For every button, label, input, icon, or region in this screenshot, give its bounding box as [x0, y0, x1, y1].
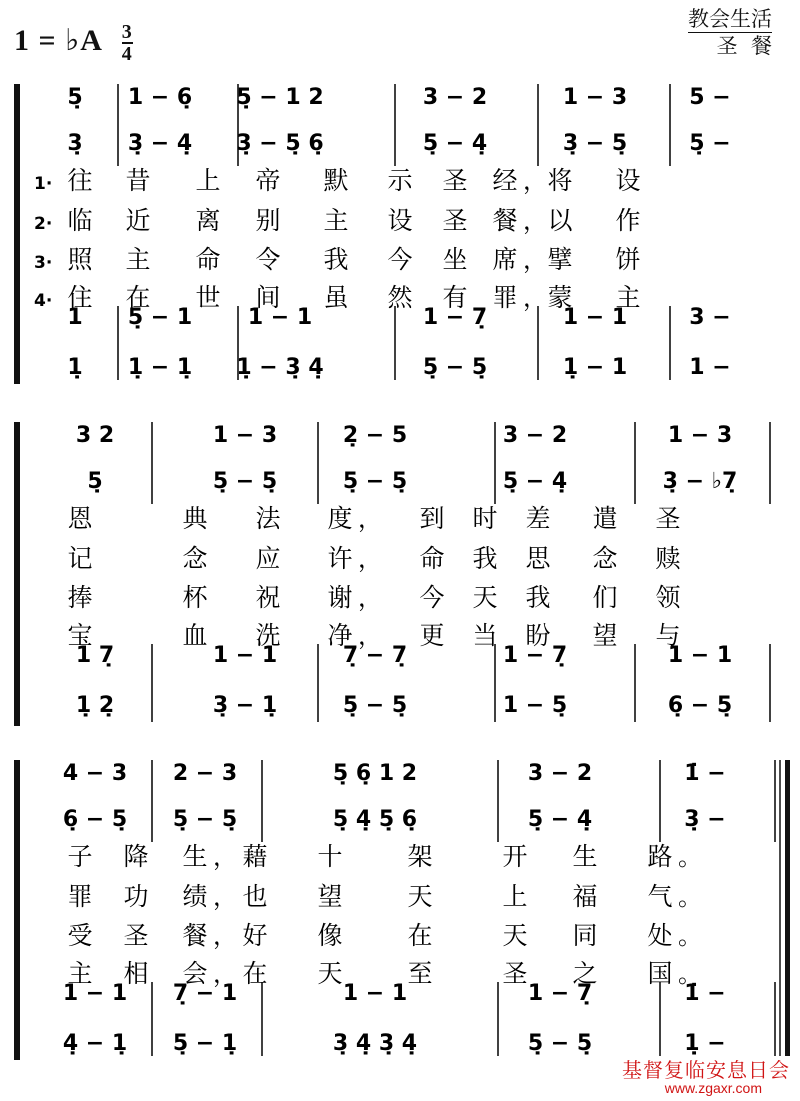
- note-measure: 5̣ −: [689, 131, 731, 156]
- lyric-char: 今: [419, 583, 445, 612]
- lyric-char: 思: [525, 544, 551, 573]
- note-measure: 1 − 7̣: [422, 305, 488, 330]
- system-brace: [14, 422, 20, 726]
- lyric-char: 捧: [67, 583, 93, 612]
- note-measure: 7̣ − 7̣: [342, 643, 408, 668]
- note-measure: 3 −: [689, 305, 731, 330]
- lyric-punctuation: ，: [213, 883, 237, 911]
- note-measure: 5̣ − 1 2: [236, 85, 324, 110]
- lyric-char: 擘: [547, 245, 573, 274]
- lyric-char: 别: [255, 206, 281, 235]
- lyric-char: 子: [67, 842, 93, 871]
- lyric-char: 赎: [655, 544, 681, 573]
- lyric-char: 更: [419, 621, 445, 650]
- note-measure: 6̣ − 5̣: [62, 807, 128, 832]
- lyric-char: 圣: [442, 206, 468, 235]
- lyric-char: 圣: [123, 921, 149, 950]
- lyric-char: 蒙: [547, 283, 573, 312]
- lyric-char: 设: [615, 166, 641, 195]
- lyric-char: 主: [67, 959, 93, 988]
- lyric-char: 绩: [182, 882, 208, 911]
- score-staff-2: [0, 422, 800, 726]
- lyric-char: 临: [67, 206, 93, 235]
- verse-number: 3·: [34, 253, 53, 273]
- lyric-punctuation: ，: [213, 922, 237, 950]
- lyric-punctuation: ，: [523, 167, 547, 195]
- lyric-char: 天: [472, 583, 498, 612]
- lyric-char: 应: [255, 544, 281, 573]
- lyric-char: 架: [407, 842, 433, 871]
- note-measure: 1̣ − 1: [562, 355, 628, 380]
- lyric-char: 在: [407, 921, 433, 950]
- lyric-char: 上: [195, 166, 221, 195]
- lyric-punctuation: 。: [678, 843, 702, 871]
- lyric-char: 默: [323, 166, 349, 195]
- lyric-char: 气: [647, 882, 673, 911]
- lyric-char: 我: [525, 583, 551, 612]
- score-system-3: [0, 760, 800, 1060]
- note-measure: 1̣: [67, 355, 83, 380]
- lyric-char: 相: [123, 959, 149, 988]
- note-measure: 5̣ − 5̣: [172, 807, 238, 832]
- lyric-char: 洗: [255, 621, 281, 650]
- lyric-char: 望: [317, 882, 343, 911]
- lyric-char: 藉: [242, 842, 268, 871]
- system-brace: [14, 84, 20, 384]
- lyric-char: 在: [242, 959, 268, 988]
- note-measure: 1 − 6̣: [127, 85, 193, 110]
- note-measure: 1: [67, 305, 83, 330]
- lyric-punctuation: ，: [523, 284, 547, 312]
- lyric-char: 离: [195, 206, 221, 235]
- lyric-char: 经: [492, 166, 518, 195]
- note-measure: 1̇ −: [684, 981, 726, 1006]
- lyric-char: 与: [655, 621, 681, 650]
- lyric-char: 福: [572, 882, 598, 911]
- note-measure: 3̣ − ♭7̣: [662, 469, 738, 494]
- score-system-2: [0, 422, 800, 726]
- note-measure: 5̣ − 4̣: [422, 131, 488, 156]
- lyric-char: 餐: [182, 921, 208, 950]
- note-measure: 1 − 1: [212, 643, 278, 668]
- lyric-char: 当: [472, 621, 498, 650]
- lyric-char: 会: [182, 959, 208, 988]
- note-measure: 1 − 1: [667, 643, 733, 668]
- lyric-char: 法: [255, 504, 281, 533]
- note-measure: 5̣: [67, 85, 83, 110]
- note-measure: 3 − 2: [422, 85, 488, 110]
- lyric-char: 生: [182, 842, 208, 871]
- lyric-char: 盼: [525, 621, 551, 650]
- lyric-line: [67, 621, 680, 650]
- lyric-char: 领: [655, 583, 681, 612]
- lyric-char: 好: [242, 921, 268, 950]
- lyric-char: 功: [123, 882, 149, 911]
- lyric-char: 虽: [323, 283, 349, 312]
- lyric-char: 设: [387, 206, 413, 235]
- note-measure: 1 − 3: [212, 423, 278, 448]
- note-measure: 6̣ − 5̣: [667, 693, 733, 718]
- note-measure: 5̣ − 5̣: [422, 355, 488, 380]
- note-measure: 3̣ −: [684, 807, 726, 832]
- lyric-punctuation: ，: [358, 584, 382, 612]
- lyric-char: 宝: [67, 621, 93, 650]
- lyric-punctuation: 。: [678, 960, 702, 988]
- note-measure: 3 2: [75, 423, 115, 448]
- lyric-char: 处: [647, 921, 673, 950]
- lyric-char: 天: [502, 921, 528, 950]
- lyric-char: 圣: [442, 166, 468, 195]
- lyric-punctuation: ，: [358, 622, 382, 650]
- note-measure: 1 7̣: [75, 643, 115, 668]
- note-measure: 1 − 3: [667, 423, 733, 448]
- lyric-char: 命: [419, 544, 445, 573]
- note-measure: 1̇ −: [684, 761, 726, 786]
- lyric-char: 十: [317, 842, 343, 871]
- note-measure: 3̣ − 5̣: [562, 131, 628, 156]
- final-barline-thick: [785, 760, 790, 1056]
- note-measure: 5̣ − 5̣: [342, 693, 408, 718]
- lyric-char: 记: [67, 544, 93, 573]
- lyric-char: 恩: [67, 504, 93, 533]
- lyric-char: 我: [323, 245, 349, 274]
- lyric-char: 同: [572, 921, 598, 950]
- lyric-line: [67, 882, 702, 911]
- lyric-char: 饼: [615, 245, 641, 274]
- note-measure: 1̣ − 3̣ 4̣: [236, 355, 324, 380]
- time-signature-top: 3: [121, 21, 133, 43]
- lyric-char: 主: [125, 245, 151, 274]
- lyric-char: 生: [572, 842, 598, 871]
- lyric-char: 望: [592, 621, 618, 650]
- lyric-punctuation: ，: [213, 960, 237, 988]
- lyric-char: 住: [67, 283, 93, 312]
- lyric-char: 降: [123, 842, 149, 871]
- note-measure: 3 − 2: [527, 761, 593, 786]
- lyric-char: 受: [67, 921, 93, 950]
- note-measure: 5̣ 6̣ 1 2: [332, 761, 418, 786]
- lyric-char: 罪: [67, 882, 93, 911]
- lyric-char: 至: [407, 959, 433, 988]
- verse-number: 1·: [34, 174, 53, 194]
- lyric-char: 坐: [442, 245, 468, 274]
- lyric-punctuation: ，: [358, 545, 382, 573]
- lyric-line: [67, 245, 640, 274]
- note-measure: 3̣ − 1̣: [212, 693, 278, 718]
- lyric-line: [67, 166, 640, 195]
- note-measure: 5̣ − 5̣: [527, 1031, 593, 1056]
- note-measure: 5̣ − 1: [127, 305, 193, 330]
- verse-number: 4·: [34, 291, 53, 311]
- score-staff-1: [0, 84, 800, 384]
- note-measure: 3̣: [67, 131, 83, 156]
- note-measure: 1 − 1: [62, 981, 128, 1006]
- lyric-char: 罪: [492, 283, 518, 312]
- note-measure: 1 − 7̣: [502, 643, 568, 668]
- note-measure: 1 − 3: [562, 85, 628, 110]
- lyric-char: 主: [323, 206, 349, 235]
- lyric-char: 典: [182, 504, 208, 533]
- lyric-char: 许: [327, 544, 353, 573]
- lyric-char: 念: [182, 544, 208, 573]
- note-measure: 5̣ − 4̣: [527, 807, 593, 832]
- time-signature-bottom: 4: [121, 43, 133, 65]
- lyric-char: 令: [255, 245, 281, 274]
- lyric-char: 净: [327, 621, 353, 650]
- lyric-char: 作: [615, 206, 641, 235]
- note-measure: 1 − 1: [562, 305, 628, 330]
- lyric-char: 度: [327, 504, 353, 533]
- lyric-line: [67, 921, 702, 950]
- score-system-1: [0, 84, 800, 384]
- note-measure: 1 − 1: [247, 305, 313, 330]
- lyric-punctuation: 。: [678, 922, 702, 950]
- note-measure: 3 − 2: [502, 423, 568, 448]
- lyric-char: 在: [125, 283, 151, 312]
- lyric-char: 命: [195, 245, 221, 274]
- lyric-char: 帝: [255, 166, 281, 195]
- lyric-char: 有: [442, 283, 468, 312]
- note-measure: 1̣ − 1̣: [127, 355, 193, 380]
- lyric-char: 路: [647, 842, 673, 871]
- key-signature: 1 = ♭A $\frac{3}{4}$: [14, 21, 133, 65]
- note-measure: 5̣: [87, 469, 103, 494]
- note-measure: 3̣ − 5̣ 6̣: [236, 131, 324, 156]
- lyric-char: 国: [647, 959, 673, 988]
- note-measure: 5 −: [689, 85, 731, 110]
- lyric-char: 们: [592, 583, 618, 612]
- score-staff-3: [0, 760, 800, 1060]
- note-measure: 3̣ − 4̣: [127, 131, 193, 156]
- header-meta: [688, 6, 772, 59]
- note-measure: 5̣ − 5̣: [212, 469, 278, 494]
- lyric-char: 祝: [255, 583, 281, 612]
- lyric-line: [67, 544, 681, 573]
- lyric-char: 昔: [125, 166, 151, 195]
- lyric-char: 示: [387, 166, 413, 195]
- lyric-char: 上: [502, 882, 528, 911]
- lyric-char: 间: [255, 283, 281, 312]
- lyric-punctuation: ，: [523, 246, 547, 274]
- lyric-char: 时: [472, 504, 498, 533]
- hymn-title: 圣 餐: [716, 34, 772, 58]
- note-measure: 2̣ − 5: [342, 423, 408, 448]
- lyric-char: 差: [525, 504, 551, 533]
- lyric-char: 往: [67, 166, 93, 195]
- note-measure: 1 − 1: [342, 981, 408, 1006]
- lyric-line: [67, 583, 681, 612]
- note-measure: 5̣ − 5̣: [342, 469, 408, 494]
- lyric-line: [67, 504, 680, 533]
- note-measure: 7̣ − 1: [172, 981, 238, 1006]
- watermark-site-name: 基督复临安息日会: [622, 1058, 790, 1082]
- note-measure: 3̣ 4̣ 3̣ 4̣: [332, 1031, 418, 1056]
- lyric-char: 之: [572, 959, 598, 988]
- lyric-char: 谢: [327, 583, 353, 612]
- lyric-punctuation: ，: [213, 843, 237, 871]
- lyric-punctuation: ，: [523, 207, 547, 235]
- lyric-char: 我: [472, 544, 498, 573]
- lyric-char: 然: [387, 283, 413, 312]
- note-measure: 5̣ − 1̣: [172, 1031, 238, 1056]
- lyric-line: [67, 206, 640, 235]
- lyric-char: 像: [317, 921, 343, 950]
- lyric-char: 近: [125, 206, 151, 235]
- note-measure: 4 − 3: [62, 761, 128, 786]
- lyric-char: 圣: [502, 959, 528, 988]
- watermark-url: www.zgaxr.com: [664, 1080, 762, 1096]
- lyric-char: 到: [419, 504, 445, 533]
- note-measure: 1 − 7̣: [527, 981, 593, 1006]
- lyric-char: 杯: [182, 583, 208, 612]
- lyric-char: 血: [182, 621, 208, 650]
- lyric-char: 将: [547, 166, 573, 195]
- lyric-char: 念: [592, 544, 618, 573]
- note-measure: 2 − 3: [172, 761, 238, 786]
- lyric-char: 今: [387, 245, 413, 274]
- note-measure: 1̣ −: [684, 1031, 726, 1056]
- lyric-char: 也: [242, 882, 268, 911]
- system-brace: [14, 760, 20, 1060]
- hymn-category: 教会生活: [688, 7, 772, 31]
- lyric-char: 开: [502, 842, 528, 871]
- note-measure: 4̣ − 1̣: [62, 1031, 128, 1056]
- lyric-punctuation: ，: [358, 505, 382, 533]
- lyric-char: 遣: [592, 504, 618, 533]
- note-measure: 5̣ − 4̣: [502, 469, 568, 494]
- lyric-char: 主: [615, 283, 641, 312]
- lyric-line: [67, 842, 702, 871]
- lyric-punctuation: 。: [678, 883, 702, 911]
- lyric-char: 以: [547, 206, 573, 235]
- lyric-char: 天: [317, 959, 343, 988]
- lyric-char: 照: [67, 245, 93, 274]
- lyric-char: 天: [407, 882, 433, 911]
- lyric-char: 世: [195, 283, 221, 312]
- verse-number: 2·: [34, 214, 53, 234]
- lyric-char: 餐: [492, 206, 518, 235]
- note-measure: 1̣ 2̣: [75, 693, 115, 718]
- lyric-char: 席: [492, 245, 518, 274]
- note-measure: 1 − 5̣: [502, 693, 568, 718]
- note-measure: 5̣ 4̣ 5̣ 6̣: [332, 807, 418, 832]
- note-measure: 1 −: [689, 355, 731, 380]
- lyric-char: 圣: [655, 504, 681, 533]
